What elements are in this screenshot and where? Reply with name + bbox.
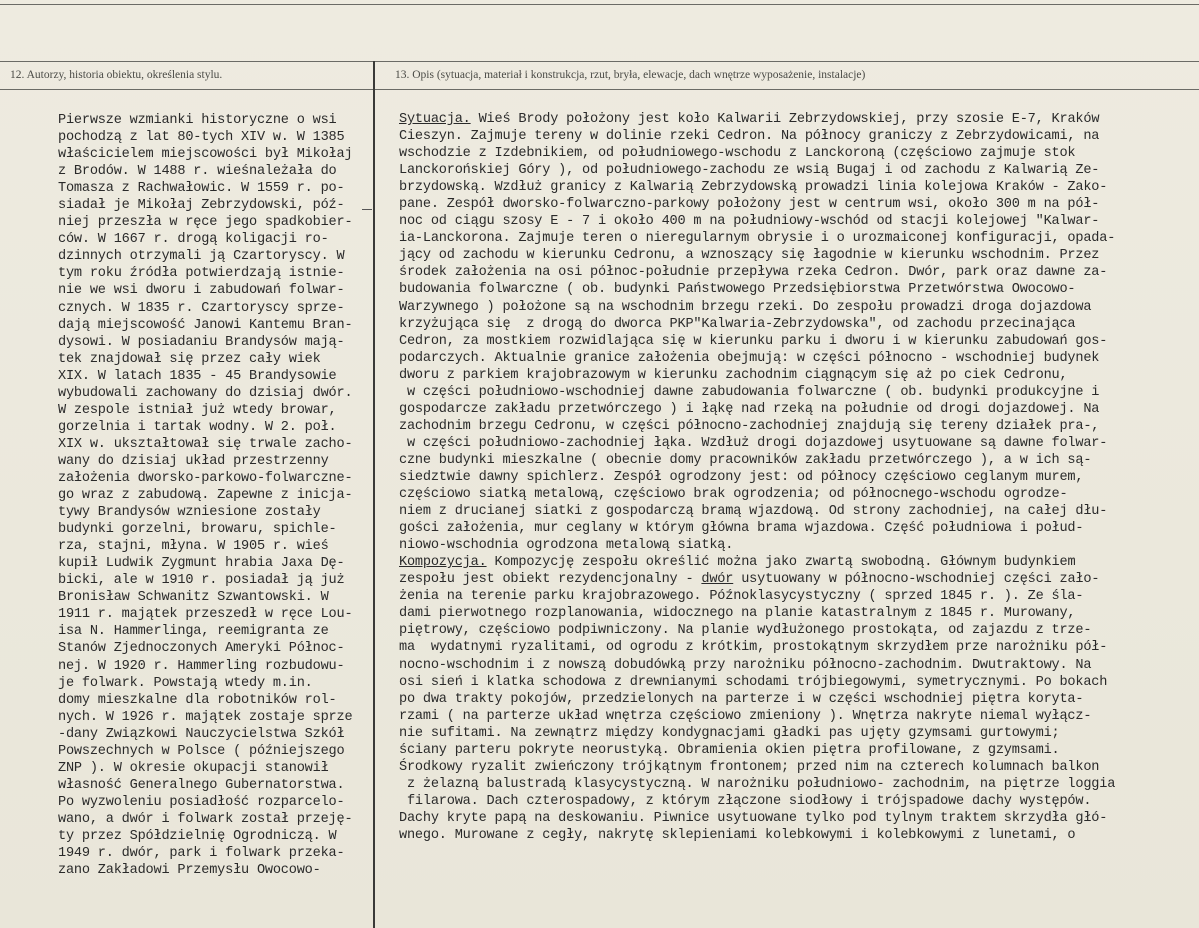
description-text-line [399,520,1199,537]
history-text-line: dają miejscowość Janowi Kantemu Bran- [58,317,353,333]
line-text: z żelazną balustradą klasycystyczną. W narożniku południowo- zachodnim, na piętrze loggia [399,776,1116,792]
history-text-line: budynki gorzelni, browaru, spichle- [58,522,337,538]
history-text-line: bicki, ale w 1910 r. posiadał ją już [58,573,345,589]
line-text: wnego. Murowane z cegły, nakrytę sklepieniami kolebkowymi i kolebkowymi z lunetami, o [399,827,1076,843]
underlined-term: dwór [701,572,734,588]
history-text-line: je folwark. Powstają wtedy m.in. [58,675,313,691]
history-text-line: -dany Związkowi Nauczycielstwa Szkół [58,726,345,742]
history-text-line: tywy Brandysów wzniesione zostały [58,505,321,521]
description-text-line [399,452,1199,469]
history-text-line: gorzelnia i tartak wodny. W 2. poł. [58,419,337,435]
history-text-line: tym roku źródła potwierdzają istnie- [58,266,345,282]
history-text-line: domy mieszkalne dla robotników rol- [58,692,337,708]
line-text: nie sufitami. Na zewnątrz między kondygnacjami gładki pas ujęty gzymsami gurtowymi; [399,725,1060,741]
history-text-line: założenia dworsko-parkowo-folwarczne- [58,470,353,486]
line-text: wschodzie z Izdebnikiem, od południowego-wschodu z Lanckoroną (częściowo zajmuje stok [399,146,1076,162]
history-text-line: wany do dzisiaj układ przestrzenny [58,453,329,469]
header-bottom-rule [0,89,1199,90]
line-text: ia-Lanckorona. Zajmuje teren o nieregularnym obrysie i o urozmaiconej konfiguracji, opada- [399,231,1116,247]
line-text: filarowa. Dach czterospadowy, z którym złączone siodłowy i trójspadowe dachy występów. [399,793,1092,809]
description-text-line [399,708,1199,725]
history-text-line: XIX w. ukształtował się trwale zacho- [58,436,353,452]
description-text-line [399,674,1199,691]
description-text-line [399,230,1199,247]
history-text-line: ZNP ). W okresie okupacji stanowił [58,760,329,776]
history-text-line: go wraz z zabudową. Zapewne z inicja- [58,488,353,504]
description-text-line [399,537,1199,554]
history-text-line: siadał je Mikołaj Zebrzydowski, póź- [58,198,345,214]
description-text-line [399,350,1199,367]
description-text-line [399,776,1199,793]
section-heading: Sytuacja. [399,112,471,127]
description-text-column [399,111,1199,844]
description-text-line [399,486,1199,503]
right-section-header: 13. Opis (sytuacja, materiał i konstrukcja, rzut, bryła, elewacje, dach wnętrze wyposażenie, instalacje) [395,69,866,81]
description-text-line [399,384,1199,401]
history-text-line: Tomasza z Rachwałowic. W 1559 r. po- [58,181,345,197]
history-text-line: zano Zakładowi Przemysłu Owocowo- [58,863,321,879]
line-text: ma wydatnymi ryzalitami, od ogrodu z krótkim, prostokątnym skrzydłem prze narożniku pół- [399,640,1108,656]
line-text: osi sień i klatka schodowa z drewnianymi schodami trójbiegowymi, symetrycznymi. Po bokach [399,674,1108,690]
line-text: Kompozycję zespołu określić można jako zwartą swobodną. Głównym budynkiem [486,555,1076,571]
line-text: jący od zachodu w kierunku Cedronu, a wznoszący się łagodnie w kierunku wschodnim. Przez [399,248,1100,264]
line-text: gospodarcze zakładu przetwórczego ) i łąkę nad rzeką na południe od drogi dojazdowej. Na [399,401,1100,417]
description-text-line [399,333,1199,350]
description-text-line [399,605,1199,622]
description-text-line [399,691,1199,708]
history-text-line: z Brodów. W 1488 r. wieśnależała do [58,164,337,180]
description-text-line [399,759,1199,776]
history-text-line: ców. W 1667 r. drogą koligacji ro- [58,232,329,248]
description-text-line [399,418,1199,435]
line-text: niowo-wschodnia ogrodzona metalową siatką. [399,538,734,554]
description-text-line [399,299,1199,316]
description-text-line [399,827,1199,844]
description-text-line [399,128,1199,145]
line-text: zespołu jest obiekt rezydencjonalny - [399,572,702,588]
line-text: krzyżująca się z drogą do dworca PKP"Kalwaria-Zebrzydowska", od zachodu przecinająca [399,316,1076,332]
description-text-line [399,281,1199,298]
description-text-line [399,247,1199,264]
description-text-line [399,793,1199,810]
line-text: w części południowo-wschodniej dawne zabudowania folwarczne ( ob. budynki produkcyjne i [399,384,1100,400]
line-text: Cieszyn. Zajmuje tereny w dolinie rzeki Cedron. Na północy graniczy z Zebrzydowicami, na [399,129,1100,145]
line-text: Warzywnego ) położone są na wschodnim brzegu rzeki. Do zespołu prowadzi droga dojazdowa [399,299,1092,315]
history-text-line: dysowi. W posiadaniu Brandysów mają- [58,334,345,350]
description-text-line [399,571,1199,588]
history-text-line: właścicielem miejscowości był Mikołaj [58,147,353,163]
history-text-line: Po wyzwoleniu posiadłość rozparcelo- [58,794,345,810]
history-text-line: Stanów Zjednoczonych Ameryki Północ- [58,641,345,657]
history-text-line: wano, a dwór i folwark został przeję- [58,811,353,827]
history-text-line: kupił Ludwik Zygmunt hrabia Jaxa Dę- [58,556,345,572]
description-text-line [399,162,1199,179]
line-text: piętrowy, częściowo podpiwniczony. Na planie wydłużonego prostokąta, od zajazdu z trze- [399,623,1092,639]
history-text-line: cznych. W 1835 r. Czartoryscy sprze- [58,300,345,316]
description-text-line [399,588,1199,605]
history-text-line: Powszechnych w Polsce ( późniejszego [58,743,345,759]
history-text-line: nych. W 1926 r. majątek zostaje sprze [58,709,353,725]
history-text-line: isa N. Hammerlinga, reemigranta ze [58,624,329,640]
history-text-line: Bronisław Schwanitz Szwantowski. W [58,590,329,606]
line-text: żenia na terenie parku krajobrazowego. Późnoklasycystyczny ( sprzed 1845 r. ). Ze śla- [399,589,1084,605]
line-text: zachodnim brzegu Cedronu, w części północno-zachodniej znajdują się tereny działek pra-, [399,418,1100,434]
section-heading: Kompozycja. [399,555,487,571]
line-text: gości założenia, mur ceglany w którym główna brama wjazdowa. Część południowa i połud- [399,521,1084,537]
description-text-line [399,639,1199,656]
description-text-line [399,622,1199,639]
history-text-line: niej przeszła w ręce jego spadkobier- [58,215,353,231]
line-text: środek założenia na osi północ-południe przepływa rzeka Cedron. Dwór, park oraz dawne za- [399,265,1108,281]
line-text: Wieś Brody położony jest koło Kalwarii Zebrzydowskiej, przy szosie E-7, Kraków [470,112,1100,127]
line-text: rzami ( na parterze układ wnętrza częściowo zmieniony ). Wnętrza nakryte niemal wyłącz- [399,708,1092,724]
line-text: siedztwie dawny spichlerz. Zespół ogrodzony jest: od północy częściowo ceglanym murem, [399,469,1084,485]
description-text-line [399,401,1199,418]
description-text-line [399,657,1199,674]
line-text: częściowo siatką metalową, częściowo brak ogrodzenia; od północnego-wschodu ogrodze- [399,487,1068,503]
line-text: Środkowy ryzalit zwieńczony trójkątnym frontonem; przed nim na czterech kolumnach balkon [399,759,1100,775]
line-text: po dwa trakty pokojów, przedzielonych na parterze i w części wschodniej piętra koryta- [399,691,1084,707]
history-text-line: ty przez Spółdzielnię Ogrodniczą. W [58,828,337,844]
line-text: Lanckorońskiej Góry ), od południowego-zachodu ze wsią Bugaj i od zachodu z Kalwarią Ze- [399,163,1100,179]
line-text: ściany parteru pokryte neorustyką. Obramienia okien piętra profilowane, z gzymsami. [399,742,1060,758]
line-text: brzydowską. Wzdłuż granicy z Kalwarią Zebrzydowską prowadzi linia kolejowa Kraków - Zako- [399,180,1108,196]
line-text: budowania folwarczne ( ob. budynki Państwowego Przedsiębiorstwa Przetwórstwa Owocowo- [399,282,1076,298]
line-text: usytuowany w północno-wschodniej części zało- [733,572,1100,588]
history-text-line: dzinnych otrzymali ją Czartoryscy. W [58,249,345,265]
line-text: dworu z parkiem krajobrazowym w kierunku zachodnim ciągnącym się aż po ciek Cedronu, [399,367,1068,383]
history-text-line: 1911 r. majątek przeszedł w ręce Lou- [58,607,353,623]
line-text: dami pierwotnego rozplanowania, widocznego na planie katastralnym z 1845 r. Murowany, [399,606,1076,622]
line-text: pane. Zespół dworsko-folwarczno-parkowy położony jest w centrum wsi, około 300 m na pół- [399,197,1100,213]
line-text: czne budynki mieszkalne ( obecnie domy pracowników zakładu przetwórczego ), a w ich są- [399,452,1092,468]
description-text-line [399,316,1199,333]
line-text: niem z drucianej siatki z gospodarczą bramą wjazdową. Od strony zachodniej, na całej dłu- [399,504,1108,520]
description-text-line [399,367,1199,384]
description-text-line [399,725,1199,742]
description-text-line [399,264,1199,281]
line-text: w części południowo-zachodniej łąka. Wzdłuż drogi dojazdowej usytuowane są dawne folwar- [399,435,1108,451]
history-text-line: wybudowali zachowany do dzisiaj dwór. [58,385,353,401]
description-text-line [399,435,1199,452]
header-rule [0,61,1199,62]
history-text-column [58,112,378,879]
history-text-line: pochodzą z lat 80-tych XIV w. W 1385 [58,130,345,146]
line-text: podarczych. Aktualnie granice założenia obejmują: w części północno - wschodniej budynek [399,350,1100,366]
history-text-line: własność Generalnego Gubernatorstwa. [58,777,345,793]
history-text-line: tek znajdował się przez cały wiek [58,351,321,367]
description-text-line [399,554,1199,571]
description-text-line [399,213,1199,230]
history-text-line: nie we wsi dworu i zabudowań folwar- [58,283,345,299]
description-text-line [399,196,1199,213]
line-text: Cedron, za mostkiem rozwidlająca się w kierunku parku i dworu i w kierunku zabudowań gos- [399,333,1108,349]
description-text-line [399,503,1199,520]
history-text-line: Pierwsze wzmianki historyczne o wsi [58,113,337,128]
history-text-line: rza, stajni, młyna. W 1905 r. wieś [58,539,329,555]
history-text-line: XIX. W latach 1835 - 45 Brandysowie [58,368,337,384]
line-text: Dachy kryte papą na deskowaniu. Piwnice usytuowane tylko pod tylnym traktem skrzydła głó- [399,810,1108,826]
line-text: noc od ciągu szosy E - 7 i około 400 m na południowy-wschód od stacji kolejowej "Kalwar- [399,214,1100,230]
history-text-line: 1949 r. dwór, park i folwark przeka- [58,846,345,862]
description-text-line [399,742,1199,759]
description-text-line [399,179,1199,196]
description-text-line [399,145,1199,162]
history-text-line: nej. W 1920 r. Hammerling rozbudowu- [58,658,345,674]
history-text-line: W zespole istniał już wtedy browar, [58,402,337,418]
top-rule [0,4,1199,5]
description-text-line [399,810,1199,827]
description-text-line [399,111,1199,128]
line-text: nocno-wschodnim i z nowszą dobudówką przy narożniku północno-zachodnim. Dwutraktowy. Na [399,657,1092,673]
left-section-header: 12. Autorzy, historia obiektu, określenia stylu. [10,69,223,81]
description-text-line [399,469,1199,486]
